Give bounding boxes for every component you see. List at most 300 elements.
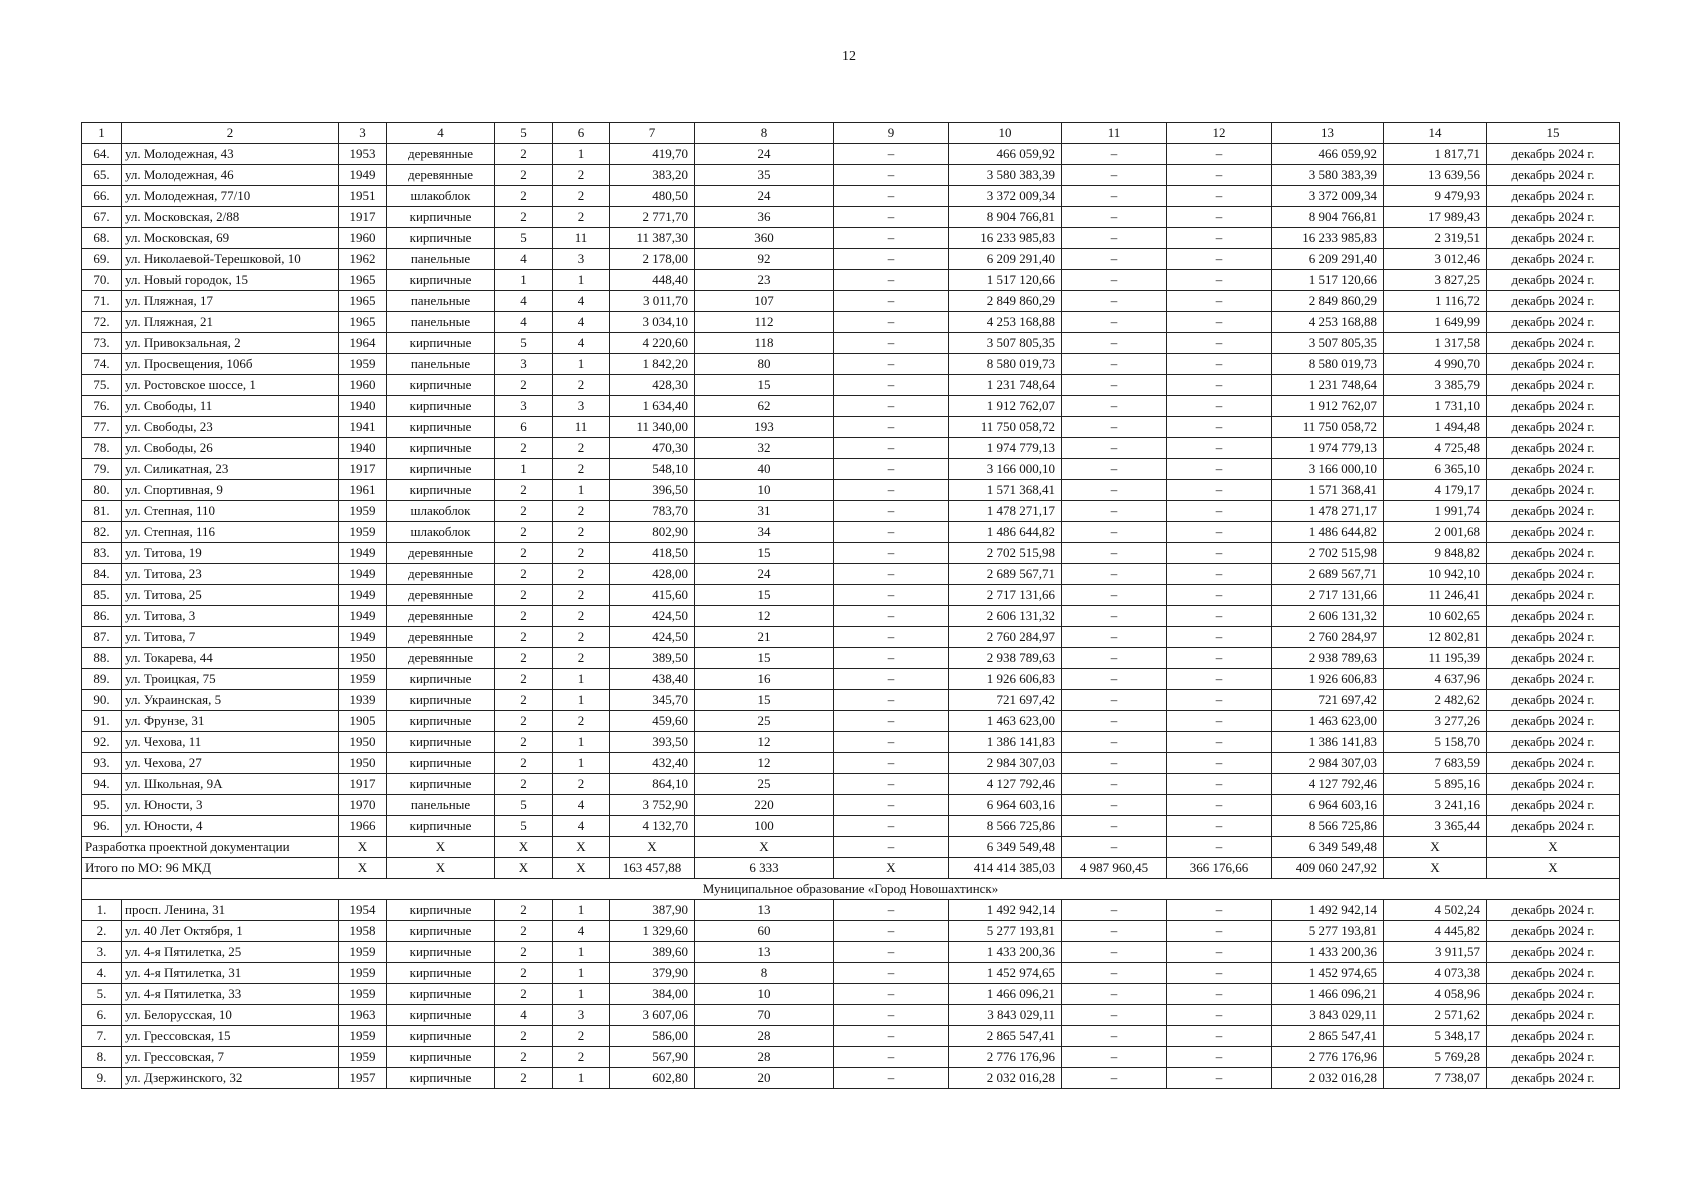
- table-cell: декабрь 2024 г.: [1487, 522, 1620, 543]
- table-cell: 3 166 000,10: [949, 459, 1062, 480]
- table-cell: 1 433 200,36: [1272, 942, 1384, 963]
- table-cell: –: [1167, 921, 1272, 942]
- table-cell: 2 001,68: [1384, 522, 1487, 543]
- table-cell: 1917: [339, 459, 387, 480]
- table-row: [82, 228, 1620, 249]
- table-cell: 419,70: [610, 144, 695, 165]
- table-cell: 2: [495, 144, 553, 165]
- address-cell: ул. Троицкая, 75: [122, 669, 339, 690]
- table-cell: –: [834, 333, 949, 354]
- table-cell: кирпичные: [387, 942, 495, 963]
- table-cell: 602,80: [610, 1068, 695, 1089]
- table-cell: 1959: [339, 354, 387, 375]
- table-cell: –: [834, 732, 949, 753]
- table-cell: кирпичные: [387, 417, 495, 438]
- table-cell: 9.: [82, 1068, 122, 1089]
- table-cell: 1: [553, 963, 610, 984]
- table-cell: X: [553, 858, 610, 879]
- table-cell: 112: [695, 312, 834, 333]
- table-cell: 1 926 606,83: [949, 669, 1062, 690]
- table-cell: 20: [695, 1068, 834, 1089]
- table-cell: 163 457,88: [610, 858, 695, 879]
- table-cell: 2: [553, 501, 610, 522]
- table-cell: 1917: [339, 207, 387, 228]
- table-cell: –: [834, 627, 949, 648]
- table-cell: 1 634,40: [610, 396, 695, 417]
- table-cell: –: [834, 375, 949, 396]
- table-cell: 28: [695, 1026, 834, 1047]
- table-cell: –: [1062, 900, 1167, 921]
- table-cell: –: [1167, 774, 1272, 795]
- table-cell: –: [1167, 795, 1272, 816]
- table-cell: –: [1062, 795, 1167, 816]
- table-cell: 3: [553, 1005, 610, 1026]
- table-cell: –: [1062, 312, 1167, 333]
- table-cell: 6 964 603,16: [1272, 795, 1384, 816]
- table-cell: 13: [695, 900, 834, 921]
- address-cell: ул. Московская, 69: [122, 228, 339, 249]
- table-cell: 220: [695, 795, 834, 816]
- table-cell: 1 231 748,64: [1272, 375, 1384, 396]
- table-cell: 17 989,43: [1384, 207, 1487, 228]
- table-cell: кирпичные: [387, 1026, 495, 1047]
- table-cell: –: [1167, 1068, 1272, 1089]
- address-cell: ул. 4-я Пятилетка, 25: [122, 942, 339, 963]
- table-cell: 1: [553, 669, 610, 690]
- table-cell: –: [834, 207, 949, 228]
- table-cell: кирпичные: [387, 669, 495, 690]
- table-cell: декабрь 2024 г.: [1487, 459, 1620, 480]
- table-cell: 7 683,59: [1384, 753, 1487, 774]
- table-cell: деревянные: [387, 165, 495, 186]
- table-cell: кирпичные: [387, 480, 495, 501]
- table-row: [82, 522, 1620, 543]
- table-row: [82, 501, 1620, 522]
- table-cell: 3 580 383,39: [949, 165, 1062, 186]
- table-cell: 1959: [339, 501, 387, 522]
- table-cell: X: [695, 837, 834, 858]
- table-cell: –: [834, 459, 949, 480]
- table-cell: 1949: [339, 564, 387, 585]
- table-cell: 6 365,10: [1384, 459, 1487, 480]
- table-cell: кирпичные: [387, 1005, 495, 1026]
- table-cell: декабрь 2024 г.: [1487, 480, 1620, 501]
- table-cell: 1 912 762,07: [949, 396, 1062, 417]
- table-cell: 193: [695, 417, 834, 438]
- table-row: [82, 648, 1620, 669]
- table-cell: 95.: [82, 795, 122, 816]
- table-cell: кирпичные: [387, 438, 495, 459]
- table-cell: 2 760 284,97: [949, 627, 1062, 648]
- table-cell: 3: [495, 354, 553, 375]
- table-cell: 5 348,17: [1384, 1026, 1487, 1047]
- table-cell: 23: [695, 270, 834, 291]
- table-cell: 6: [495, 417, 553, 438]
- table-cell: 9 848,82: [1384, 543, 1487, 564]
- table-cell: 567,90: [610, 1047, 695, 1068]
- table-cell: 1970: [339, 795, 387, 816]
- address-cell: ул. Грессовская, 15: [122, 1026, 339, 1047]
- table-cell: 11 195,39: [1384, 648, 1487, 669]
- table-cell: 2: [495, 438, 553, 459]
- table-cell: 4 502,24: [1384, 900, 1487, 921]
- table-cell: 1949: [339, 606, 387, 627]
- table-cell: 3 011,70: [610, 291, 695, 312]
- table-cell: –: [834, 354, 949, 375]
- table-cell: 2: [553, 564, 610, 585]
- table-cell: 2: [495, 207, 553, 228]
- table-cell: 1965: [339, 312, 387, 333]
- table-cell: 1959: [339, 1026, 387, 1047]
- table-cell: 62: [695, 396, 834, 417]
- table-row: [82, 690, 1620, 711]
- table-cell: –: [1167, 312, 1272, 333]
- table-cell: 87.: [82, 627, 122, 648]
- table-cell: 1 731,10: [1384, 396, 1487, 417]
- table-cell: –: [1167, 753, 1272, 774]
- table-cell: шлакоблок: [387, 186, 495, 207]
- table-cell: декабрь 2024 г.: [1487, 648, 1620, 669]
- table-cell: 3 752,90: [610, 795, 695, 816]
- table-cell: –: [834, 543, 949, 564]
- table-cell: декабрь 2024 г.: [1487, 564, 1620, 585]
- table-cell: декабрь 2024 г.: [1487, 1068, 1620, 1089]
- table-cell: 548,10: [610, 459, 695, 480]
- table-cell: 1966: [339, 816, 387, 837]
- table-cell: –: [834, 438, 949, 459]
- table-cell: кирпичные: [387, 774, 495, 795]
- table-cell: 11 750 058,72: [1272, 417, 1384, 438]
- table-cell: 2 689 567,71: [1272, 564, 1384, 585]
- table-cell: 12: [695, 753, 834, 774]
- table-cell: 8 566 725,86: [1272, 816, 1384, 837]
- table-row: [82, 564, 1620, 585]
- table-cell: 1: [495, 270, 553, 291]
- table-cell: –: [834, 900, 949, 921]
- table-cell: –: [1062, 732, 1167, 753]
- table-cell: 2: [495, 501, 553, 522]
- table-cell: кирпичные: [387, 984, 495, 1005]
- table-cell: X: [339, 837, 387, 858]
- address-cell: ул. Титова, 3: [122, 606, 339, 627]
- table-cell: декабрь 2024 г.: [1487, 900, 1620, 921]
- table-cell: кирпичные: [387, 711, 495, 732]
- section-header-row: [82, 879, 1620, 900]
- table-cell: 7 738,07: [1384, 1068, 1487, 1089]
- table-cell: 7.: [82, 1026, 122, 1047]
- table-cell: –: [1062, 753, 1167, 774]
- table-cell: –: [1062, 438, 1167, 459]
- table-cell: 4: [495, 1005, 553, 1026]
- table-cell: 4: [553, 816, 610, 837]
- table-cell: 4 725,48: [1384, 438, 1487, 459]
- table-cell: 3 607,06: [610, 1005, 695, 1026]
- table-cell: 2: [495, 585, 553, 606]
- table-row: [82, 333, 1620, 354]
- table-cell: 11 750 058,72: [949, 417, 1062, 438]
- total-row: [82, 858, 1620, 879]
- table-cell: 1 466 096,21: [1272, 984, 1384, 1005]
- table-cell: 92.: [82, 732, 122, 753]
- table-cell: 74.: [82, 354, 122, 375]
- table-cell: 68.: [82, 228, 122, 249]
- table-cell: декабрь 2024 г.: [1487, 585, 1620, 606]
- table-cell: –: [1167, 459, 1272, 480]
- table-cell: 1965: [339, 270, 387, 291]
- table-cell: 93.: [82, 753, 122, 774]
- table-cell: 1 452 974,65: [949, 963, 1062, 984]
- address-cell: ул. Юности, 4: [122, 816, 339, 837]
- table-cell: 2 571,62: [1384, 1005, 1487, 1026]
- table-cell: 31: [695, 501, 834, 522]
- table-cell: 88.: [82, 648, 122, 669]
- table-cell: декабрь 2024 г.: [1487, 207, 1620, 228]
- table-cell: кирпичные: [387, 921, 495, 942]
- table-cell: 2 849 860,29: [1272, 291, 1384, 312]
- table-cell: 6 209 291,40: [949, 249, 1062, 270]
- table-cell: деревянные: [387, 606, 495, 627]
- table-cell: 1950: [339, 648, 387, 669]
- table-cell: 6 333: [695, 858, 834, 879]
- table-cell: 1: [553, 942, 610, 963]
- table-cell: 25: [695, 711, 834, 732]
- table-cell: 414 414 385,03: [949, 858, 1062, 879]
- table-cell: –: [1062, 606, 1167, 627]
- table-cell: 1960: [339, 375, 387, 396]
- table-cell: –: [1167, 249, 1272, 270]
- table-cell: 1950: [339, 732, 387, 753]
- table-cell: –: [1062, 1068, 1167, 1089]
- table-cell: 1 571 368,41: [1272, 480, 1384, 501]
- table-cell: 2 319,51: [1384, 228, 1487, 249]
- table-cell: 89.: [82, 669, 122, 690]
- table-cell: –: [834, 984, 949, 1005]
- table-cell: 2: [495, 774, 553, 795]
- table-cell: –: [834, 606, 949, 627]
- table-cell: 1: [553, 753, 610, 774]
- table-cell: 5: [495, 228, 553, 249]
- table-cell: 2: [553, 522, 610, 543]
- table-cell: –: [1167, 438, 1272, 459]
- table-cell: 1 116,72: [1384, 291, 1487, 312]
- table-cell: –: [1062, 228, 1167, 249]
- address-cell: ул. Пляжная, 21: [122, 312, 339, 333]
- table-cell: 379,90: [610, 963, 695, 984]
- table-cell: –: [1167, 270, 1272, 291]
- table-row: [82, 354, 1620, 375]
- table-cell: 5 277 193,81: [949, 921, 1062, 942]
- address-cell: ул. Пляжная, 17: [122, 291, 339, 312]
- table-cell: 2 760 284,97: [1272, 627, 1384, 648]
- address-cell: ул. 40 Лет Октября, 1: [122, 921, 339, 942]
- table-cell: –: [1167, 144, 1272, 165]
- table-cell: 5: [495, 333, 553, 354]
- table-cell: –: [1167, 837, 1272, 858]
- table-cell: 79.: [82, 459, 122, 480]
- table-cell: деревянные: [387, 144, 495, 165]
- table-cell: 4 987 960,45: [1062, 858, 1167, 879]
- table-cell: декабрь 2024 г.: [1487, 1026, 1620, 1047]
- table-cell: 69.: [82, 249, 122, 270]
- address-cell: ул. Николаевой-Терешковой, 10: [122, 249, 339, 270]
- table-cell: 2 938 789,63: [1272, 648, 1384, 669]
- table-cell: 6 209 291,40: [1272, 249, 1384, 270]
- table-cell: 586,00: [610, 1026, 695, 1047]
- table-cell: 8 580 019,73: [949, 354, 1062, 375]
- table-cell: 78.: [82, 438, 122, 459]
- table-cell: 1: [553, 354, 610, 375]
- table-cell: 721 697,42: [949, 690, 1062, 711]
- table-cell: 2: [495, 984, 553, 1005]
- table-cell: –: [1167, 711, 1272, 732]
- table-cell: –: [834, 711, 949, 732]
- table-cell: 32: [695, 438, 834, 459]
- table-cell: –: [1062, 417, 1167, 438]
- table-cell: –: [1167, 417, 1272, 438]
- table-cell: 8 904 766,81: [949, 207, 1062, 228]
- table-cell: –: [1062, 564, 1167, 585]
- table-cell: 4: [553, 312, 610, 333]
- page-number: 12: [842, 49, 856, 64]
- table-cell: 92: [695, 249, 834, 270]
- address-cell: ул. Молодежная, 43: [122, 144, 339, 165]
- table-cell: 1 478 271,17: [1272, 501, 1384, 522]
- table-cell: 9 479,93: [1384, 186, 1487, 207]
- table-cell: кирпичные: [387, 396, 495, 417]
- table-cell: 1959: [339, 942, 387, 963]
- table-cell: –: [1062, 1026, 1167, 1047]
- table-cell: деревянные: [387, 564, 495, 585]
- table-cell: 83.: [82, 543, 122, 564]
- table-cell: панельные: [387, 291, 495, 312]
- table-cell: –: [1167, 942, 1272, 963]
- table-cell: декабрь 2024 г.: [1487, 606, 1620, 627]
- table-row: [82, 249, 1620, 270]
- table-cell: 6.: [82, 1005, 122, 1026]
- table-cell: 10: [695, 480, 834, 501]
- table-row: [82, 270, 1620, 291]
- table-cell: –: [1167, 690, 1272, 711]
- address-cell: ул. Белорусская, 10: [122, 1005, 339, 1026]
- table-row: [82, 186, 1620, 207]
- table-cell: 1: [553, 144, 610, 165]
- table-cell: X: [553, 837, 610, 858]
- table-cell: 25: [695, 774, 834, 795]
- table-cell: 10 602,65: [1384, 606, 1487, 627]
- column-header: 5: [495, 123, 553, 144]
- table-cell: 4 179,17: [1384, 480, 1487, 501]
- table-cell: 77.: [82, 417, 122, 438]
- table-cell: 2: [553, 648, 610, 669]
- table-row: [82, 417, 1620, 438]
- table-cell: –: [1167, 648, 1272, 669]
- table-cell: 2: [495, 480, 553, 501]
- table-cell: 3 372 009,34: [1272, 186, 1384, 207]
- column-header: 12: [1167, 123, 1272, 144]
- table-cell: 16 233 985,83: [949, 228, 1062, 249]
- table-cell: X: [1384, 837, 1487, 858]
- table-cell: декабрь 2024 г.: [1487, 921, 1620, 942]
- table-cell: декабрь 2024 г.: [1487, 1047, 1620, 1068]
- table-cell: 1 571 368,41: [949, 480, 1062, 501]
- table-row: [82, 753, 1620, 774]
- column-header: 6: [553, 123, 610, 144]
- table-cell: –: [834, 564, 949, 585]
- table-cell: 8 566 725,86: [949, 816, 1062, 837]
- table-cell: 1941: [339, 417, 387, 438]
- table-cell: –: [1167, 354, 1272, 375]
- table-cell: декабрь 2024 г.: [1487, 984, 1620, 1005]
- table-cell: X: [387, 837, 495, 858]
- table-cell: 2: [553, 459, 610, 480]
- table-cell: –: [834, 501, 949, 522]
- table-row: [82, 984, 1620, 1005]
- table-cell: X: [339, 858, 387, 879]
- table-cell: 3.: [82, 942, 122, 963]
- table-cell: 3 843 029,11: [949, 1005, 1062, 1026]
- table-cell: 1 926 606,83: [1272, 669, 1384, 690]
- table-cell: 409 060 247,92: [1272, 858, 1384, 879]
- table-cell: 2 849 860,29: [949, 291, 1062, 312]
- table-cell: X: [495, 858, 553, 879]
- table-row: [82, 438, 1620, 459]
- table-cell: X: [610, 837, 695, 858]
- table-cell: 1 452 974,65: [1272, 963, 1384, 984]
- address-cell: ул. Чехова, 11: [122, 732, 339, 753]
- table-cell: –: [834, 1047, 949, 1068]
- table-cell: –: [1062, 585, 1167, 606]
- table-cell: –: [834, 186, 949, 207]
- table-cell: 2: [495, 732, 553, 753]
- table-cell: 1 329,60: [610, 921, 695, 942]
- table-cell: панельные: [387, 795, 495, 816]
- table-cell: 8: [695, 963, 834, 984]
- column-header: 3: [339, 123, 387, 144]
- address-cell: ул. Силикатная, 23: [122, 459, 339, 480]
- table-cell: 71.: [82, 291, 122, 312]
- table-cell: 2: [553, 375, 610, 396]
- table-cell: 84.: [82, 564, 122, 585]
- table-cell: 4 445,82: [1384, 921, 1487, 942]
- table-cell: –: [1062, 963, 1167, 984]
- table-cell: 4 127 792,46: [949, 774, 1062, 795]
- table-cell: –: [834, 690, 949, 711]
- table-cell: 2: [553, 165, 610, 186]
- table-cell: декабрь 2024 г.: [1487, 291, 1620, 312]
- table-cell: –: [834, 921, 949, 942]
- table-cell: –: [834, 522, 949, 543]
- table-cell: 418,50: [610, 543, 695, 564]
- table-cell: 3 843 029,11: [1272, 1005, 1384, 1026]
- table-cell: 2: [495, 543, 553, 564]
- table-cell: –: [1062, 669, 1167, 690]
- address-cell: ул. Молодежная, 77/10: [122, 186, 339, 207]
- table-row: [82, 942, 1620, 963]
- table-cell: –: [1062, 690, 1167, 711]
- table-cell: 75.: [82, 375, 122, 396]
- table-row: [82, 816, 1620, 837]
- table-cell: –: [1167, 1005, 1272, 1026]
- table-cell: 1949: [339, 543, 387, 564]
- table-cell: 36: [695, 207, 834, 228]
- table-cell: 428,00: [610, 564, 695, 585]
- table-cell: –: [1167, 669, 1272, 690]
- table-cell: 424,50: [610, 606, 695, 627]
- table-cell: 66.: [82, 186, 122, 207]
- table-cell: X: [387, 858, 495, 879]
- table-cell: 5: [495, 816, 553, 837]
- table-cell: –: [1167, 627, 1272, 648]
